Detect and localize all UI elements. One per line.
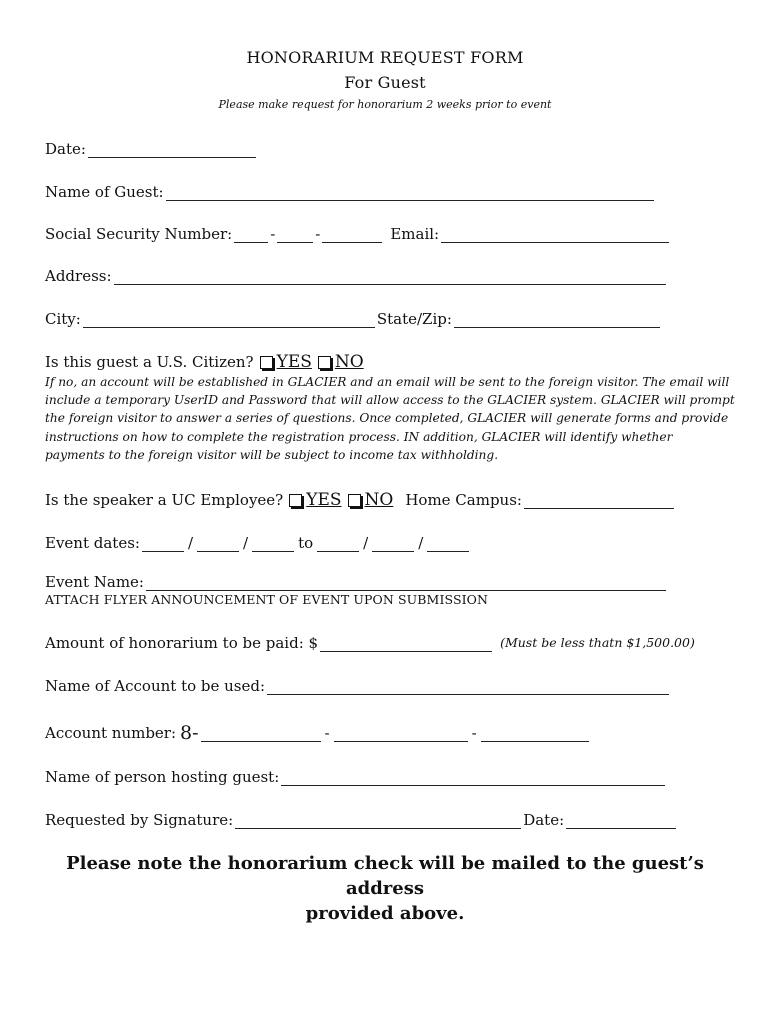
amount-row [45, 630, 735, 652]
city-label: City: [45, 310, 81, 328]
ssn-part1-field[interactable] [234, 226, 268, 243]
address-field[interactable] [114, 268, 666, 285]
amount-note: (Must be less thatn $1,500.00) [500, 635, 695, 650]
account-number-label: Account number: [45, 724, 177, 742]
form-title: HONORARIUM REQUEST FORM [246, 48, 524, 67]
date-row [45, 136, 735, 158]
to-label: to [298, 534, 314, 552]
ssn-part3-field[interactable] [322, 226, 382, 243]
form-subtitle: For Guest [344, 73, 426, 92]
account-part3-field[interactable] [481, 725, 589, 742]
signature-date-label: Date: [523, 811, 565, 829]
email-label: Email: [390, 225, 440, 243]
address-label: Address: [45, 267, 112, 285]
ssn-label: Social Security Number: [45, 225, 233, 243]
guest-name-row [45, 179, 735, 201]
event-dates-row [45, 530, 735, 552]
form-instruction: Please make request for honorarium 2 weeks prior to event [218, 98, 552, 111]
event-end-month-field[interactable] [317, 535, 359, 552]
date-field[interactable] [88, 141, 256, 158]
address-row [45, 263, 735, 285]
citizen-no-checkbox[interactable] [318, 356, 331, 369]
account-part1-field[interactable] [201, 725, 321, 742]
city-state-row [45, 306, 735, 328]
signature-row [45, 807, 735, 829]
citizen-yes-label: YES [276, 352, 312, 372]
amount-field[interactable] [320, 635, 492, 652]
signature-label: Requested by Signature: [45, 811, 234, 829]
ssn-part2-field[interactable] [277, 226, 313, 243]
account-name-label: Name of Account to be used: [45, 677, 266, 695]
citizen-question: Is this guest a U.S. Citizen? [45, 353, 254, 371]
host-row [45, 764, 735, 786]
employee-no-checkbox[interactable] [348, 494, 361, 507]
citizen-row [45, 349, 735, 371]
account-part2-field[interactable] [334, 725, 468, 742]
account-name-field[interactable] [267, 678, 669, 695]
employee-yes-label: YES [306, 490, 342, 510]
employee-no-label: NO [364, 490, 394, 510]
email-field[interactable] [441, 226, 669, 243]
event-name-row [45, 569, 735, 591]
date-separator: / [418, 534, 424, 552]
event-name-label: Event Name: [45, 573, 144, 591]
home-campus-label: Home Campus: [405, 491, 522, 509]
home-campus-field[interactable] [524, 492, 674, 509]
date-label: Date: [45, 140, 86, 158]
employee-question: Is the speaker a UC Employee? [45, 491, 284, 509]
signature-field[interactable] [235, 812, 521, 829]
mailing-note-line1: Please note the honorarium check will be mailed to the guest’s address [66, 853, 704, 899]
date-separator: / [363, 534, 369, 552]
amount-label: Amount of honorarium to be paid: $ [45, 634, 319, 652]
host-label: Name of person hosting guest: [45, 768, 280, 786]
host-field[interactable] [281, 769, 665, 786]
event-start-year-field[interactable] [252, 535, 294, 552]
mailing-note-line2: provided above. [305, 903, 465, 924]
attach-flyer-note: ATTACH FLYER ANNOUNCEMENT OF EVENT UPON SUBMISSION [45, 592, 489, 607]
date-separator: / [243, 534, 249, 552]
account-name-row [45, 673, 735, 695]
state-zip-label: State/Zip: [376, 310, 452, 328]
citizen-note: If no, an account will be established in GLACIER and an email will be sent to the foreign visitor. The email will include a temporary UserID and Password that will allow access to the GLACIER system. GLACIER will prompt the foreign visitor to answer a series of questions. Once completed, GLACIER will generate forms and provide instructions on how to complete the registration process. IN addition, GLACIER will identify whether payments to the foreign visitor will be subject to income tax withholding. [45, 375, 735, 462]
guest-name-field[interactable] [166, 184, 654, 201]
event-end-year-field[interactable] [427, 535, 469, 552]
ssn-email-row [45, 221, 735, 243]
citizen-no-label: NO [334, 352, 364, 372]
ssn-dash-2: - [315, 225, 321, 243]
account-number-row [45, 720, 735, 742]
event-dates-label: Event dates: [45, 534, 140, 552]
account-prefix: 8- [180, 722, 199, 744]
account-dash: - [471, 724, 477, 742]
account-dash: - [324, 724, 330, 742]
citizen-yes-checkbox[interactable] [260, 356, 273, 369]
event-start-month-field[interactable] [142, 535, 184, 552]
state-zip-field[interactable] [454, 311, 660, 328]
event-end-day-field[interactable] [372, 535, 414, 552]
event-name-field[interactable] [146, 574, 666, 591]
guest-name-label: Name of Guest: [45, 183, 164, 201]
mailing-note [40, 851, 730, 926]
event-start-day-field[interactable] [197, 535, 239, 552]
signature-date-field[interactable] [566, 812, 676, 829]
date-separator: / [187, 534, 194, 552]
employee-row [45, 487, 735, 509]
employee-yes-checkbox[interactable] [289, 494, 302, 507]
city-field[interactable] [83, 311, 375, 328]
ssn-dash-1: - [270, 225, 276, 243]
